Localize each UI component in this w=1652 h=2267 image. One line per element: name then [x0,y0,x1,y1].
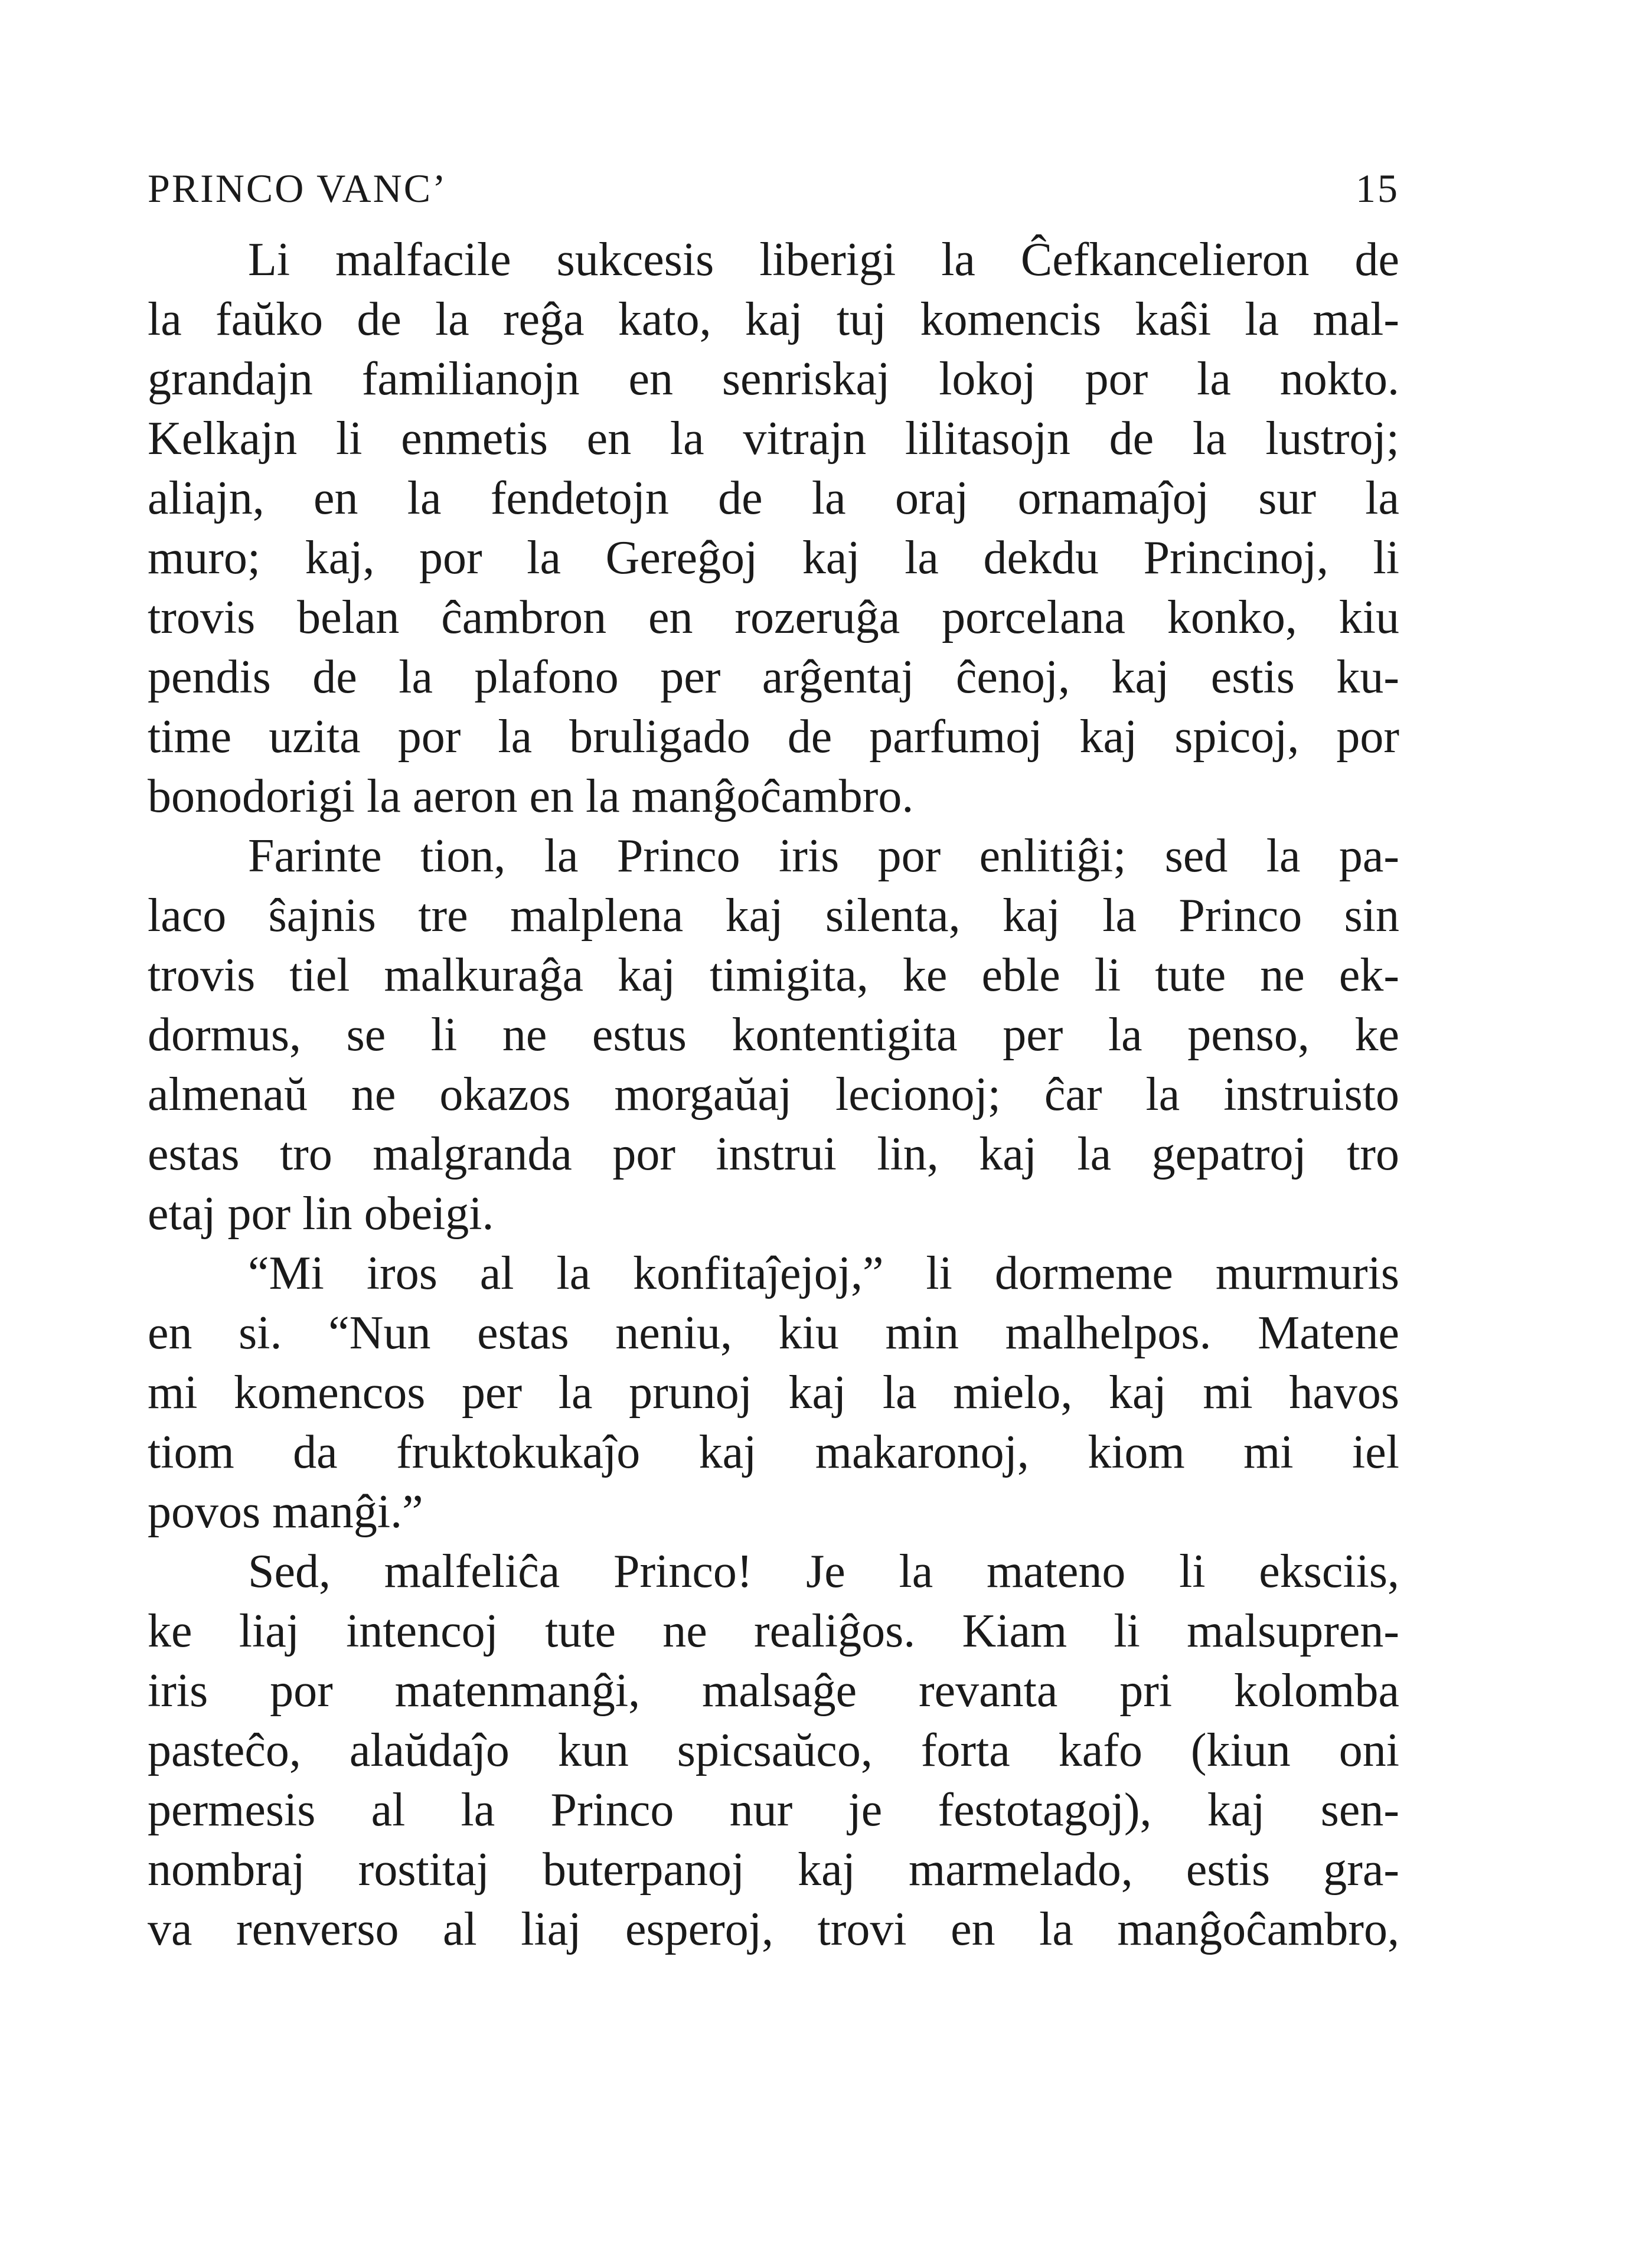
text-line: Kelkajn li enmetis en la vitrajn lilitasojn de la lustroj; [148,413,1399,465]
text-line: tiom da fruktokukaĵo kaj makaronoj, kiom mi iel [148,1426,1399,1478]
text-line: grandajn familianojn en senriskaj lokoj por la nokto. [148,353,1399,405]
text-line: aliajn, en la fendetojn de la oraj ornamaĵoj sur la [148,472,1399,524]
text-line: ke liaj intencoj tute ne realiĝos. Kiam li malsupren- [148,1605,1399,1657]
page-number: 15 [1356,166,1399,211]
text-line: “Mi iros al la konfitaĵejoj,” li dormeme murmuris [248,1247,1399,1299]
text-line: nombraj rostitaj buterpanoj kaj marmelado, estis gra- [148,1844,1399,1896]
text-line: time uzita por la bruligado de parfumoj kaj spicoj, por [148,711,1399,763]
paragraph-3 [148,1244,1399,1542]
text-line: la faŭko de la reĝa kato, kaj tuj komencis kaŝi la mal- [148,293,1399,345]
running-title: PRINCO VANC’ [148,166,448,211]
text-line: en si. “Nun estas neniu, kiu min malhelpos. Matene [148,1307,1399,1359]
text-line: Farinte tion, la Princo iris por enlitiĝi; sed la pa- [248,830,1399,882]
text-line: permesis al la Princo nur je festotagoj), kaj sen- [148,1784,1399,1836]
text-line: almenaŭ ne okazos morgaŭaj lecionoj; ĉar la instruisto [148,1069,1399,1121]
text-line: etaj por lin obeigi. [148,1188,494,1240]
text-line: bonodorigi la aeron en la manĝoĉambro. [148,770,914,822]
text-line: dormus, se li ne estus kontentigita per la penso, ke [148,1009,1399,1061]
text-line: pasteĉo, alaŭdaĵo kun spicsaŭco, forta kafo (kiun oni [148,1724,1399,1776]
text-line: mi komencos per la prunoj kaj la mielo, kaj mi havos [148,1367,1399,1419]
text-line: trovis tiel malkuraĝa kaj timigita, ke eble li tute ne ek- [148,949,1399,1001]
text-line: trovis belan ĉambron en rozeruĝa porcelana konko, kiu [148,592,1399,643]
text-line: estas tro malgranda por instrui lin, kaj la gepatroj tro [148,1128,1399,1180]
paragraph-2 [148,827,1399,1244]
text-line: va renverso al liaj esperoj, trovi en la manĝoĉambro, [148,1903,1399,1955]
text-line: Li malfacile sukcesis liberigi la Ĉefkancelieron de [248,234,1399,286]
running-header [148,165,1399,230]
text-line: pendis de la plafono per arĝentaj ĉenoj, kaj estis ku- [148,651,1399,703]
text-line: iris por matenmanĝi, malsaĝe revanta pri kolomba [148,1665,1399,1717]
paragraph-4 [148,1542,1399,1959]
text-line: laco ŝajnis tre malplena kaj silenta, kaj la Princo sin [148,890,1399,942]
book-page [148,165,1399,1959]
text-line: muro; kaj, por la Gereĝoj kaj la dekdu Princinoj, li [148,532,1399,584]
text-line: Sed, malfeliĉa Princo! Je la mateno li eksciis, [248,1546,1399,1598]
paragraph-1 [148,230,1399,827]
text-line: povos manĝi.” [148,1486,423,1538]
